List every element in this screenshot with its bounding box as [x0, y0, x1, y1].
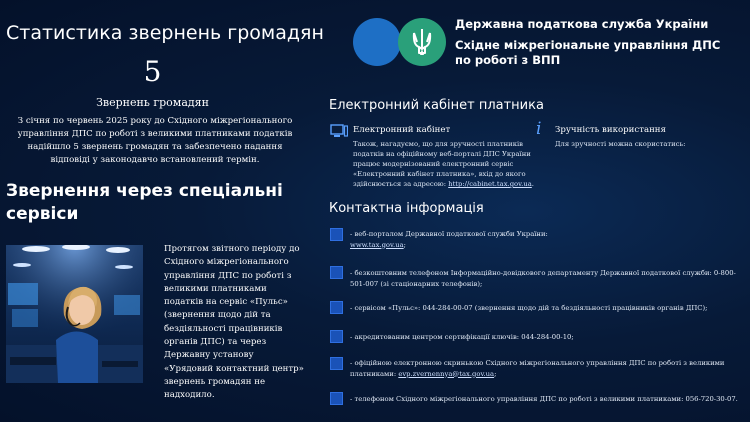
trident-icon: [409, 27, 435, 57]
dept-name: Східне міжрегіональне управління ДПС по роботі з ВПП: [455, 38, 721, 67]
contact-item-portal: [350, 229, 740, 250]
special-services-text: Протягом звітного періоду до Східного міжрегіонального управління ДПС по роботі з великими платниками податків на сервіс «Пульс» (звернення щодо дій та бездіяльності працівників органів ДПС) та через Державну установу «Урядовий контактний центр» звернень громадян не надходило.: [164, 244, 304, 401]
contact-suffix: ;: [494, 369, 497, 378]
appeals-count: 5: [143, 55, 162, 88]
portal-link[interactable]: www.tax.gov.ua: [350, 240, 404, 249]
contacts-section-title: Контактна інформація: [329, 201, 484, 216]
contact-bullet: [330, 228, 343, 241]
cabinet-link-suffix: .: [531, 180, 534, 188]
special-services-title: Звернення через спеціальні сервіси: [6, 181, 283, 224]
usability-title: Зручність використання: [555, 125, 666, 135]
contact-text: - веб-порталом Державної податкової служби України:: [350, 230, 548, 238]
page-title: Статистика звернень громадян: [6, 22, 324, 44]
operator-photo: [6, 245, 143, 383]
emblem-logo: [398, 18, 446, 66]
contact-item-email: [350, 358, 740, 379]
appeals-subheading: Звернень громадян: [96, 96, 209, 109]
contact-item-hotline: - безкоштовним телефоном Інформаційно-довідкового департаменту Державної податкової служби: 0-800-501-007 (зі стаціонарних телефонів);: [350, 269, 736, 288]
contact-suffix: ;: [403, 240, 406, 249]
contact-bullet: [330, 357, 343, 370]
contact-item-certification: - акредитованим центром сертифікації ключів: 044-284-00-10;: [350, 333, 574, 341]
right-panel: [305, 0, 750, 422]
operator-illustration: [6, 245, 143, 383]
contact-bullet: [330, 330, 343, 343]
cabinet-link[interactable]: http://cabinet.tax.gov.ua: [448, 180, 532, 188]
contact-text: - офіційною електронною скринькою Східного міжрегіонального управління ДПС по роботі з великими платниками:: [350, 359, 725, 378]
left-panel: [0, 0, 324, 422]
cabinet-text: [353, 139, 553, 189]
monitor-icon: [330, 123, 348, 142]
cabinet-title: Електронний кабінет: [353, 125, 451, 135]
contact-bullet: [330, 266, 343, 279]
appeals-intro: З січня по червень 2025 року до Східного міжрегіонального управління ДПС по роботі з великими платниками податків надійшло 5 звернень громадян та забезпечено надання відповіді у законодавчо встановлений термін.: [17, 116, 293, 165]
usability-text: Для зручності можна скористатись:: [555, 140, 686, 148]
org-name: Державна податкова служба України: [455, 17, 709, 31]
contact-bullet: [330, 392, 343, 405]
cabinet-description: Також, нагадуємо, що для зручності платників податків на офіційному веб-порталі ДПС України працює модернізований електронний сервіс «Електронний кабінет платника», вхід до якого здійснюється за адресою:: [353, 140, 531, 188]
email-link[interactable]: evp.zvernennya@tax.gov.ua: [398, 369, 495, 378]
cabinet-section-title: Електронний кабінет платника: [329, 98, 544, 113]
contact-bullet: [330, 301, 343, 314]
contact-item-phone: - телефоном Східного міжрегіонального управління ДПС по роботі з великими платниками: 056-720-30-07.: [350, 395, 738, 403]
contact-item-puls: - сервісом «Пульс»: 044-284-00-07 (звернення щодо дій та бездіяльності працівників органів ДПС);: [350, 304, 708, 312]
info-icon: i: [536, 119, 542, 139]
logo-circle-blue: [353, 18, 401, 66]
